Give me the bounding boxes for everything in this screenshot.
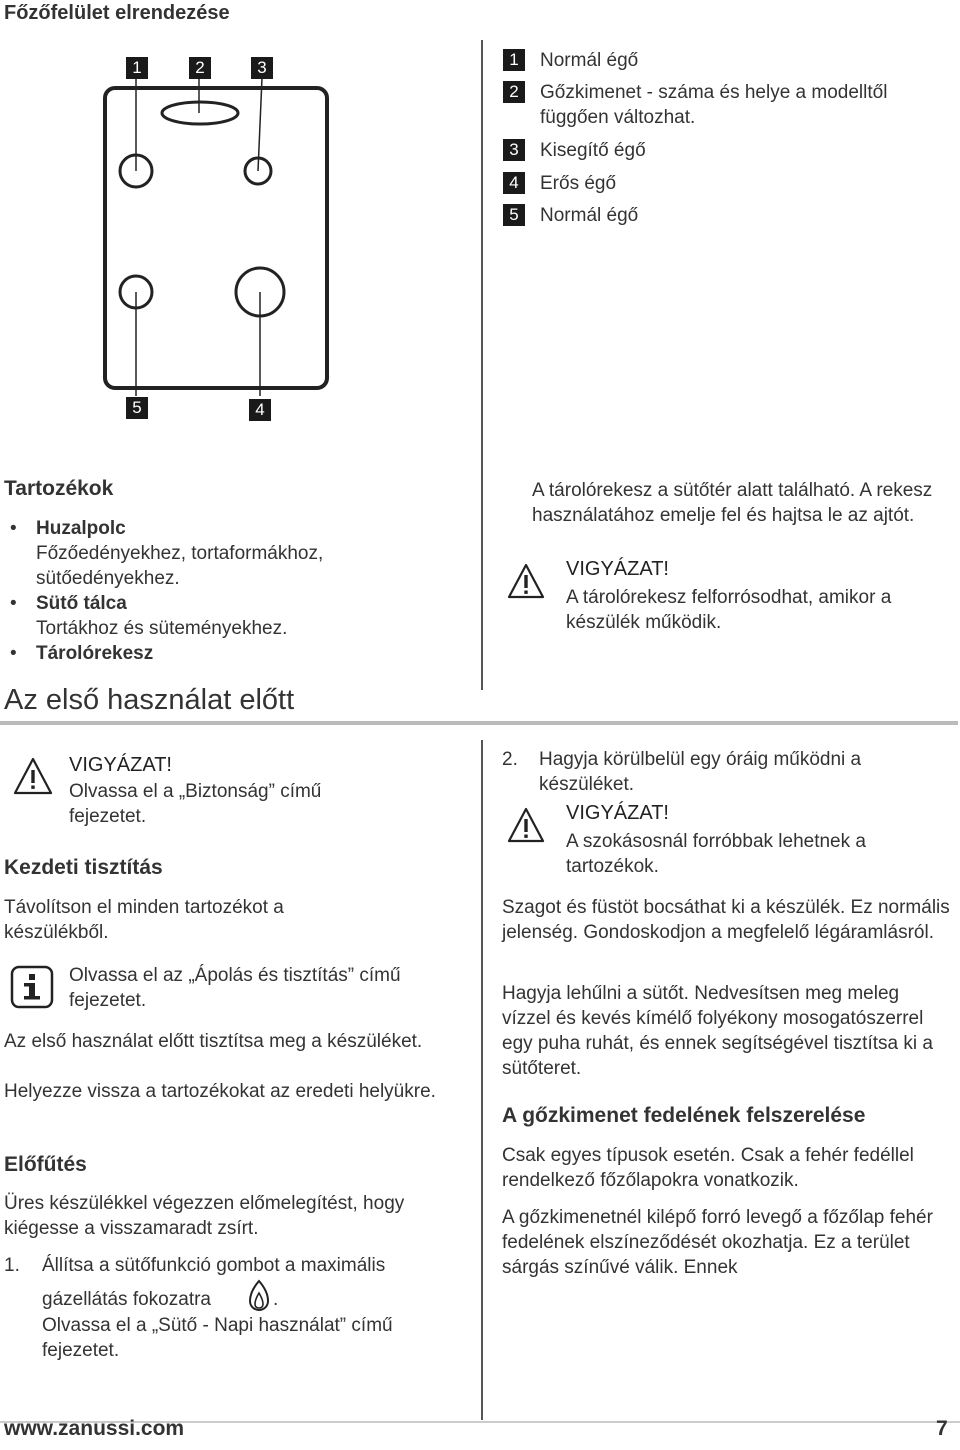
section-divider bbox=[0, 721, 958, 725]
hob-label-5: 5 bbox=[126, 397, 148, 419]
step-2-number: 2. bbox=[502, 749, 518, 770]
info-text: Olvassa el az „Ápolás és tisztítás” című fejezetet. bbox=[69, 965, 401, 1011]
cleaning-text-3: Helyezze vissza a tartozékokat az eredeti helyükre. bbox=[4, 1081, 436, 1102]
legend-num: 5 bbox=[503, 204, 525, 226]
column-divider-upper bbox=[481, 40, 483, 690]
legend-num: 3 bbox=[503, 139, 525, 161]
steam-lid-text-2: A gőzkimenetnél kilépő forró levegő a főzőlap fehér fedelének elszíneződését okozhatja. Ez a terület sárgás színűvé válik. Ennek bbox=[502, 1207, 933, 1278]
warning-text: A szokásosnál forróbbak lehetnek a tartozékok. bbox=[566, 831, 866, 877]
hob-label-4: 4 bbox=[249, 399, 271, 421]
step-1-number: 1. bbox=[4, 1255, 20, 1276]
first-use-title: Az első használat előtt bbox=[4, 684, 295, 716]
step-1-text: Állítsa a sütőfunkció gombot a maximális bbox=[42, 1255, 386, 1276]
warning-label: VIGYÁZAT! bbox=[566, 558, 669, 580]
warning-icon bbox=[507, 562, 545, 600]
step-1-text-b-end: . bbox=[273, 1289, 279, 1310]
column-divider-lower bbox=[481, 740, 483, 1420]
step-2-text: Hagyja körülbelül egy óráig működni a készüléket. bbox=[539, 749, 862, 795]
legend-num: 2 bbox=[503, 81, 525, 103]
cool-text: Hagyja lehűlni a sütőt. Nedvesítsen meg meleg vízzel és kevés kímélő folyékony mosogatószerrel egy puha ruhát, és ennek segítségével tisztítsa ki a sütőteret. bbox=[502, 983, 933, 1079]
step-1-text-b: gázellátás fokozatra bbox=[42, 1289, 211, 1310]
accessory-title: Tárolórekesz bbox=[36, 643, 154, 664]
warning-label: VIGYÁZAT! bbox=[566, 802, 669, 824]
cleaning-text: Távolítson el minden tartozékot a készülékből. bbox=[4, 897, 284, 943]
warning-icon bbox=[12, 756, 54, 796]
step-1-text-c: Olvassa el a „Sütő - Napi használat” című fejezetet. bbox=[42, 1315, 393, 1361]
legend-num: 1 bbox=[503, 49, 525, 71]
hob-diagram bbox=[0, 40, 480, 440]
steam-vent bbox=[162, 102, 238, 124]
steam-lid-title: A gőzkimenet fedelének felszerelése bbox=[502, 1104, 866, 1127]
hob-label-3: 3 bbox=[251, 57, 273, 79]
cleaning-title: Kezdeti tisztítás bbox=[4, 856, 163, 879]
legend-text: Gőzkimenet - száma és helye a modelltől függően változhat. bbox=[540, 82, 888, 128]
hob-label-1: 1 bbox=[126, 57, 148, 79]
warning-text: Olvassa el a „Biztonság” című fejezetet. bbox=[69, 781, 322, 827]
steam-lid-text-1: Csak egyes típusok esetén. Csak a fehér fedéllel rendelkező főzőlapokra vonatkozik. bbox=[502, 1145, 914, 1191]
hob-layout-title: Főzőfelület elrendezése bbox=[4, 2, 230, 24]
hob-label-2: 2 bbox=[189, 57, 211, 79]
legend-text: Erős égő bbox=[540, 173, 617, 194]
accessory-desc: Tortákhoz és süteményekhez. bbox=[36, 618, 288, 639]
accessory-desc: Főzőedényekhez, tortaformákhoz, sütőedényekhez. bbox=[36, 543, 324, 589]
legend-text: Normál égő bbox=[540, 50, 639, 71]
legend-num: 4 bbox=[503, 172, 525, 194]
preheat-text: Üres készülékkel végezzen előmelegítést, hogy kiégesse a visszamaradt zsírt. bbox=[4, 1193, 405, 1239]
legend-text: Kisegítő égő bbox=[540, 140, 646, 161]
warning-label: VIGYÁZAT! bbox=[69, 754, 172, 776]
page-number: 7 bbox=[936, 1417, 948, 1440]
warning-icon bbox=[507, 806, 545, 844]
gas-flame-max-icon bbox=[247, 1279, 271, 1311]
preheat-title: Előfűtés bbox=[4, 1153, 87, 1176]
cleaning-text-2: Az első használat előtt tisztítsa meg a készüléket. bbox=[4, 1031, 423, 1052]
legend-text: Normál égő bbox=[540, 205, 639, 226]
accessories-title: Tartozékok bbox=[4, 477, 114, 500]
drawer-text: A tárolórekesz a sütőtér alatt található. A rekesz használatához emelje fel és hajtsa le az ajtót. bbox=[532, 480, 933, 526]
accessory-title: Huzalpolc bbox=[36, 518, 126, 539]
warning-text: A tárolórekesz felforrósodhat, amikor a készülék működik. bbox=[566, 587, 892, 633]
hob-outline bbox=[105, 88, 327, 388]
footer-url[interactable]: www.zanussi.com bbox=[4, 1417, 185, 1440]
info-icon bbox=[10, 965, 54, 1009]
accessory-title: Sütő tálca bbox=[36, 593, 127, 614]
smell-text: Szagot és füstöt bocsáthat ki a készülék. Ez normális jelenség. Gondoskodjon a megfelelő légáramlásról. bbox=[502, 897, 950, 943]
